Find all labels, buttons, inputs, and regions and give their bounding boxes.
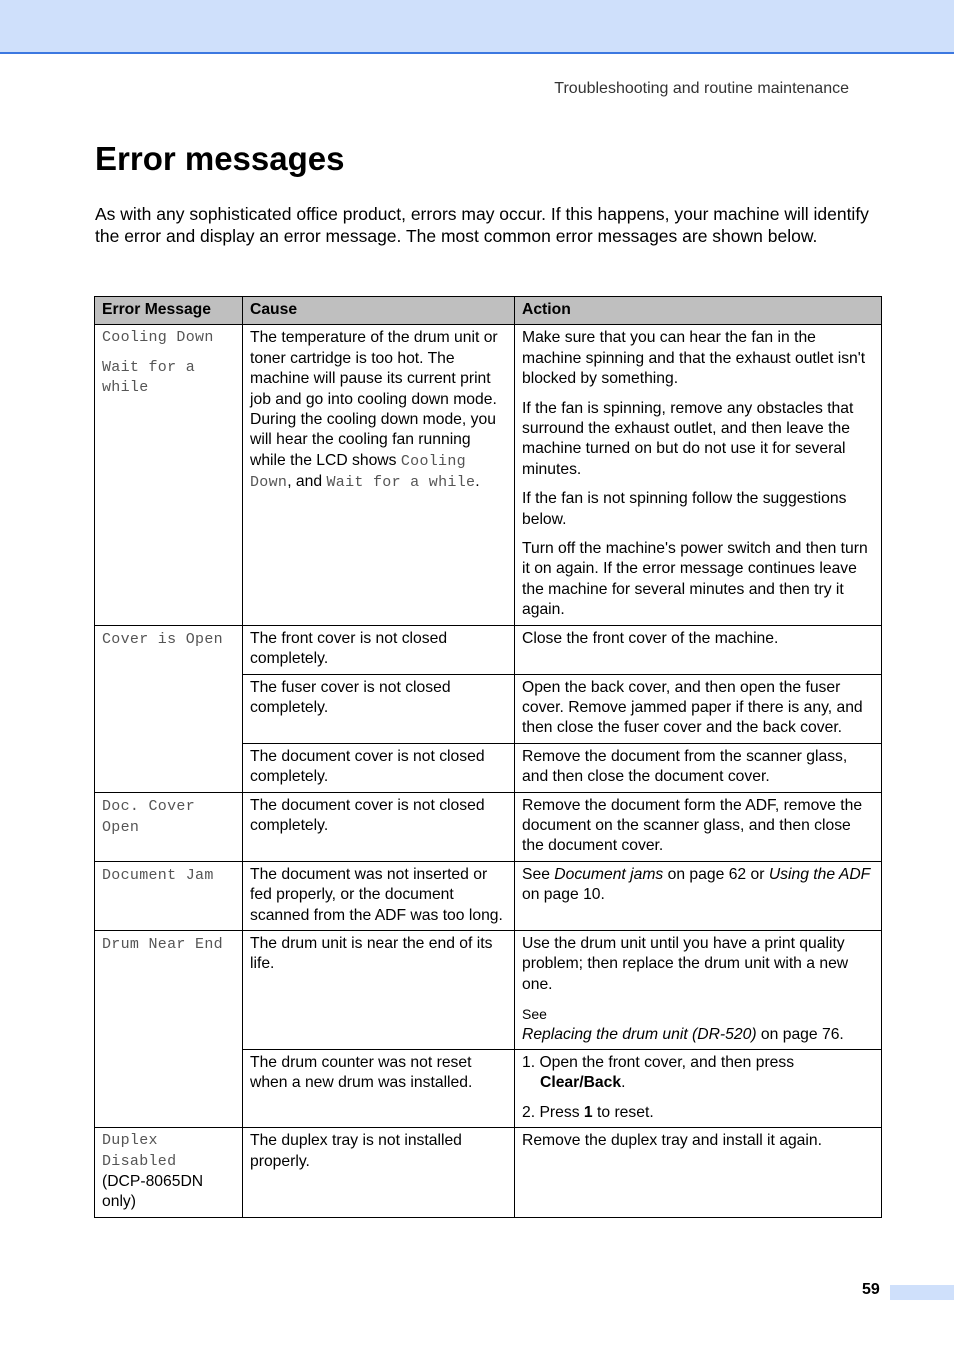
cause-cell: The document cover is not closed completely. [243,792,515,861]
header-cause: Cause [243,297,515,325]
cause-cell: The document cover is not closed completely. [243,743,515,792]
see-label: See [522,1006,547,1023]
lcd-message: Cooling Down [102,329,214,347]
action-cell: Open the back cover, and then open the fuser cover. Remove jammed paper if there is any, and then close the fuser cover and the back cover. [515,674,882,743]
action-cell: Remove the document from the scanner glass, and then close the document cover. [515,743,882,792]
step-text: 1. Open the front cover, and then press [522,1054,795,1071]
step-2 [522,1103,874,1123]
step-text: 2. Press [522,1103,584,1121]
key-name: Clear/Back [540,1074,622,1092]
cause-cell: The front cover is not closed completely. [243,625,515,674]
page-title: Error messages [95,140,345,177]
footer-tab [890,1285,954,1300]
model-note: (DCP-8065DN only) [102,1173,204,1211]
lcd-message: Doc. Cover Open [102,797,196,836]
action-paragraph [522,1004,874,1045]
header-action: Action [515,297,882,325]
lcd-inline-text: Cooling Down [250,452,466,492]
action-cell: Close the front cover of the machine. [515,625,882,674]
cross-reference-link: Using the ADF [768,865,871,883]
lcd-message: Drum Near End [102,935,223,953]
table-row [95,930,882,1049]
step-text: . [621,1074,626,1092]
action-text: on page 62 or [663,865,769,883]
table-row [95,792,882,861]
lcd-message: Duplex Disabled [102,1132,177,1170]
action-paragraph: If the fan is not spinning follow the suggestions below. [522,490,847,528]
action-cell: Remove the duplex tray and install it again. [515,1128,882,1218]
cause-cell [243,325,515,625]
cause-cell: The drum counter was not reset when a new drum was installed. [243,1050,515,1128]
cause-cell: The duplex tray is not installed properly. [243,1128,515,1218]
action-cell [515,325,882,625]
action-cell [515,930,882,1049]
action-paragraph: Make sure that you can hear the fan in the machine spinning and that the exhaust outlet isn't blocked by something. [522,329,866,388]
error-message-cell [95,930,243,1127]
step-1 [522,1053,874,1094]
action-paragraph: Turn off the machine's power switch and then turn it on again. If the error message continues leave the machine for several minutes and then try it again. [522,540,868,619]
cause-text: . [475,473,480,491]
cause-cell: The document was not inserted or fed properly, or the document scanned from the ADF was too long. [243,861,515,930]
page-number: 59 [862,1281,880,1298]
action-cell [515,1050,882,1128]
cause-text: The temperature of the drum unit or toner cartridge is too hot. The machine will pause its current print job and go into cooling down mode. During the cooling down mode, you will hear the cooling fan running while the LCD shows [250,329,498,469]
step-text: to reset. [592,1103,654,1121]
error-message-cell [95,625,243,792]
cross-reference-link: Document jams [554,865,664,883]
action-paragraph: Use the drum unit until you have a print quality problem; then replace the drum unit with a new one. [522,934,849,993]
error-message-cell [95,861,243,930]
lcd-inline-text: Wait for a while [326,474,476,492]
lcd-message: Cover is Open [102,630,223,648]
action-text: on page 10. [522,886,605,904]
cross-reference-link: Replacing the drum unit (DR-520) [522,1025,757,1043]
action-text: on page 76. [756,1025,844,1043]
table-row [95,861,882,930]
header-error-message: Error Message [95,297,243,325]
table-row [95,1128,882,1218]
action-cell: Remove the document form the ADF, remove the document on the scanner glass, and then close the document cover. [515,792,882,861]
action-text: See [522,865,555,883]
cause-cell: The fuser cover is not closed completely. [243,674,515,743]
table-row [95,625,882,674]
table-row [95,325,882,625]
cause-text: , and [287,473,327,491]
error-messages-table [94,296,882,1218]
error-message-cell [95,325,243,625]
top-header-band [0,0,954,54]
lcd-message: Wait for a while [102,358,196,397]
running-header: Troubleshooting and routine maintenance [554,80,849,97]
cause-cell: The drum unit is near the end of its life. [243,930,515,1049]
error-message-cell [95,792,243,861]
key-name: 1 [583,1103,593,1121]
action-cell [515,861,882,930]
intro-paragraph: As with any sophisticated office product, errors may occur. If this happens, your machine will identify the error and display an error message. The most common error messages are shown below. [95,204,869,246]
action-paragraph: If the fan is spinning, remove any obstacles that surround the exhaust outlet, and then leave the machine turned on but do not use it for several minutes. [522,399,854,478]
lcd-message: Document Jam [102,866,214,884]
table-header-row [95,297,882,325]
error-message-cell [95,1128,243,1218]
